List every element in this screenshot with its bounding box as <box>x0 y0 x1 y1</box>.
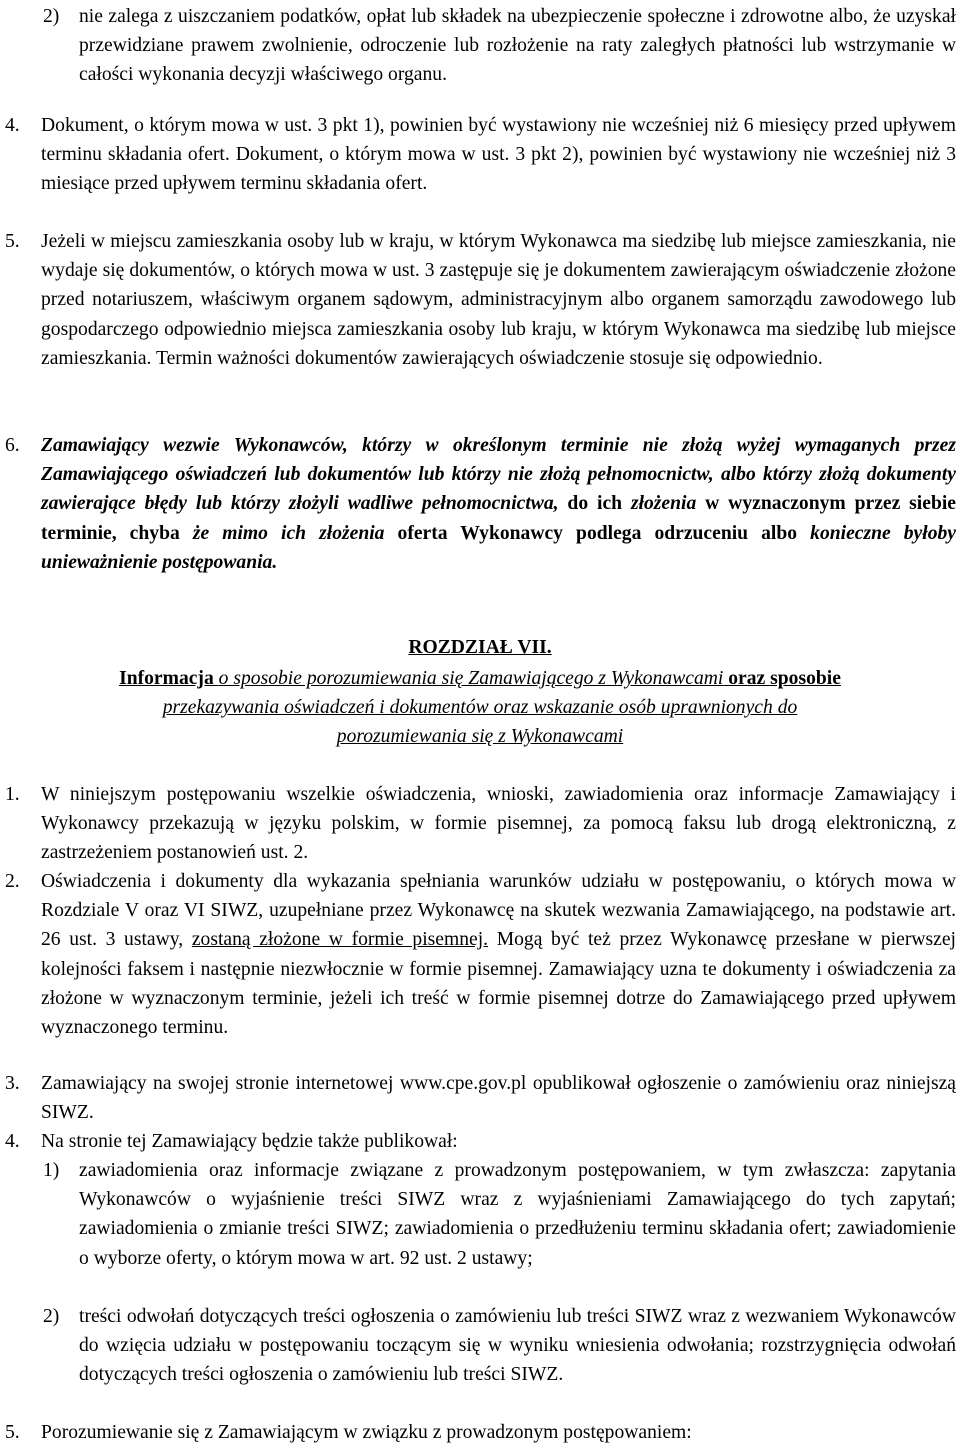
item-number: 5. <box>5 1422 20 1443</box>
text-run: że mimo ich złożenia <box>192 522 385 544</box>
text-run: Zamawiający wezwie Wykonawców, którzy w określonym terminie nie złożą wyżej wymaganych przez Zamawiającego oświadczeń lub dokumentów lub którzy nie złożą pełnomocnictw, albo którzy złożą dokumenty zawierające błędy lub którzy złożyli wadliwe pełnomocnictwa, <box>41 435 956 515</box>
item-number: 4. <box>5 115 20 136</box>
text-run: treści odwołań dotyczących treści ogłoszenia o zamówieniu lub treści SIWZ wraz z wezwaniem Wykonawców do wzięcia udziału w postępowaniu toczącym się w wyniku wniesienia odwołania; rozstrzygnięcia odwołań dotyczących treści ogłoszenia o zamówieniu lub treści SIWZ. <box>79 1306 956 1386</box>
text-run: o sposobie porozumiewania się Zamawiającego z Wykonawcami <box>218 668 724 689</box>
item-number: 5. <box>5 231 20 252</box>
item-text <box>41 1073 956 1123</box>
item-number: 1. <box>5 784 20 805</box>
c7-item-2 <box>5 867 956 1042</box>
c7-item-3 <box>5 1069 956 1127</box>
text-run: Na stronie tej Zamawiający będzie także publikował: <box>41 1131 458 1152</box>
item-text <box>41 115 956 194</box>
item-number: 4. <box>5 1131 20 1152</box>
c7-sub-item-2 <box>43 1302 956 1390</box>
sub-item-2 <box>43 2 956 90</box>
item-text <box>41 435 956 573</box>
chapter-heading <box>0 664 960 752</box>
text-run: W niniejszym postępowaniu wszelkie oświadczenia, wnioski, zawiadomienia oraz informacje Zamawiający i Wykonawcy przekazują w języku polskim, w formie pisemnej, za pomocą faksu lub drogą elektroniczną, z zastrzeżeniem postanowień ust. 2. <box>41 784 956 864</box>
c7-item-5 <box>5 1418 956 1447</box>
text-run: zawiadomienia oraz informacje związane z prowadzonym postępowaniem, w tym zwłaszcza: zapytania Wykonawców o wyjaśnienie treści SIWZ wraz z wyjaśnieniami Zamawiającego do tych zapytań; zawiadomienia o zmianie treści SIWZ; zawiadomienia o przedłużeniu terminu składania ofert; zawiadomienie o wyborze oferty, o którym mowa w art. 92 ust. 2 ustawy; <box>79 1160 956 1269</box>
chapter-title: ROZDZIAŁ VII. <box>408 637 552 658</box>
c7-item-1 <box>5 780 956 868</box>
item-text <box>79 6 956 85</box>
item-text <box>41 231 956 369</box>
text-run: przekazywania oświadczeń i dokumentów oraz wskazanie osób uprawnionych do <box>162 697 798 719</box>
item-text <box>41 784 956 863</box>
item-text <box>41 871 956 1038</box>
item-6 <box>5 431 956 577</box>
item-text <box>79 1160 956 1269</box>
item-number: 3. <box>5 1073 20 1094</box>
text-run: nie zalega z uiszczaniem podatków, opłat lub składek na ubezpieczenie społeczne i zdrowotne albo, że uzyskał przewidziane prawem zwolnienie, odroczenie lub rozłożenie na raty zaległych płatności lub wstrzymanie w całości wykonania decyzji właściwego organu. <box>79 6 956 86</box>
text-run: konieczne byłoby unieważnienie postępowania. <box>41 522 956 573</box>
text-run: złożenia <box>630 493 697 515</box>
text-run: zostaną złożone w formie pisemnej. <box>191 929 489 951</box>
c7-sub-item-1 <box>43 1156 956 1273</box>
item-number: 2) <box>43 6 60 27</box>
text-run: Oświadczenia i dokumenty dla wykazania spełniania warunków udziału w postępowaniu, o których mowa w Rozdziale V oraz VI SIWZ, uzupełniane przez Wykonawcę na skutek wezwania Zamawiającego, na podstawie art. 26 ust. 3 ustawy, <box>41 871 956 951</box>
text-run: porozumiewania się z Wykonawcami <box>336 726 624 748</box>
text-run: Informacja <box>119 668 219 689</box>
item-number: 2) <box>43 1306 60 1327</box>
text-run: w wyznaczonym przez siebie terminie, chyba <box>41 493 956 544</box>
text-run: do ich <box>558 493 631 515</box>
text-run: Jeżeli w miejscu zamieszkania osoby lub w kraju, w którym Wykonawca ma siedzibę lub miejsce zamieszkania, nie wydaje się dokumentów, o których mowa w ust. 3 zastępuje się je dokumentem zawierającym oświadczenie złożone przed notariuszem, właściwym organem sądowym, administracyjnym albo organem samorządu zawodowego lub gospodarczego odpowiednio miejsca zamieszkania osoby lub kraju, w którym Wykonawca ma siedzibę lub miejsce zamieszkania. Termin ważności dokumentów zawierających oświadczenie stosuje się odpowiednio. <box>41 231 956 369</box>
text-run: Porozumiewanie się z Zamawiającym w związku z prowadzonym postępowaniem: <box>41 1422 692 1443</box>
text-run: oraz sposobie <box>723 668 841 689</box>
item-number: 6. <box>5 435 20 456</box>
text-run: Mogą być też przez Wykonawcę przesłane w pierwszej kolejności faksem i następnie niezwłocznie w formie pisemnej. Zamawiający uzna te dokumenty i oświadczenia za złożone w wyznaczonym terminie, jeżeli ich treść w formie pisemnej dotrze do Zamawiającego przed upływem wyznaczonego terminu. <box>41 929 956 1039</box>
item-5 <box>5 227 956 373</box>
item-text <box>41 1422 692 1443</box>
text-run: oferta Wykonawcy podlega odrzuceniu albo <box>384 522 811 544</box>
item-number: 1) <box>43 1160 60 1181</box>
item-text <box>79 1306 956 1385</box>
text-run: Dokument, o którym mowa w ust. 3 pkt 1), powinien być wystawiony nie wcześniej niż 6 miesięcy przed upływem terminu składania ofert. Dokument, o którym mowa w ust. 3 pkt 2), powinien być wystawiony nie wcześniej niż 3 miesiące przed upływem terminu składania ofert. <box>41 115 956 195</box>
c7-item-4 <box>5 1127 956 1156</box>
item-text <box>41 1131 458 1152</box>
text-run: Zamawiający na swojej stronie internetowej www.cpe.gov.pl opublikował ogłoszenie o zamówieniu oraz niniejszą SIWZ. <box>41 1073 956 1124</box>
item-number: 2. <box>5 871 20 892</box>
item-4 <box>5 111 956 199</box>
